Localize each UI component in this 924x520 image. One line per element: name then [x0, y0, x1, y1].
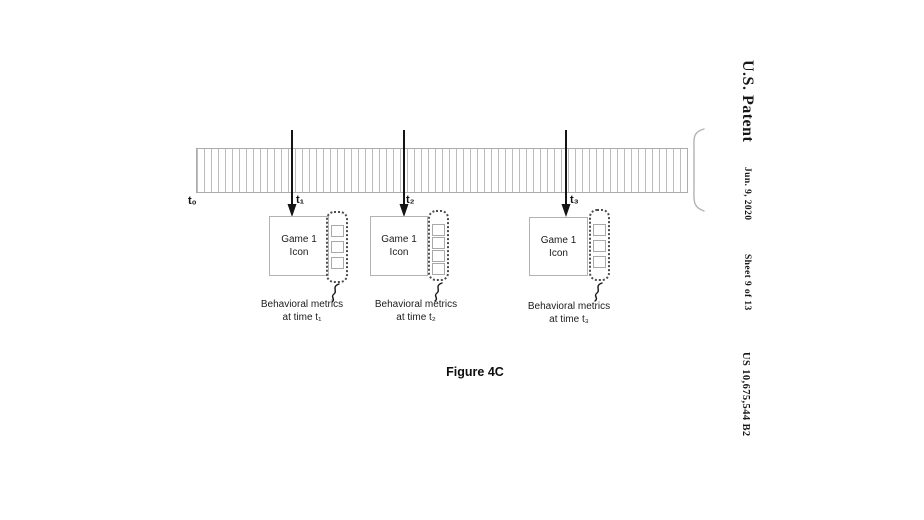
behavioral-metrics-panel: [589, 209, 610, 281]
time-label-t3: t₃: [570, 194, 579, 206]
game-icon-label-line1: Game 1: [381, 234, 417, 245]
metric-square: [593, 224, 606, 236]
metric-square: [432, 237, 445, 249]
metrics-caption-line1: Behavioral metrics: [527, 301, 611, 312]
patent-sheet-label: Sheet 9 of 13: [742, 254, 752, 311]
metric-square: [331, 225, 344, 237]
metric-square: [432, 250, 445, 262]
metrics-caption: [494, 300, 644, 326]
time-label-t2: t₂: [406, 194, 415, 206]
game-icon-box: [529, 217, 588, 276]
timeline-continuation-brace-icon: [683, 127, 709, 213]
metrics-caption-line2: at time t₃: [549, 314, 589, 325]
behavioral-metrics-panel: [428, 210, 449, 281]
game-icon-label-line2: Icon: [549, 247, 568, 259]
metrics-caption-line1: Behavioral metrics: [260, 299, 344, 310]
timeline-start-label: t₀: [188, 195, 197, 207]
patent-office-label: U.S. Patent: [739, 60, 756, 143]
game-icon-label-line1: Game 1: [540, 234, 577, 246]
timeline-strip: [196, 148, 688, 193]
game-icon-label-line1: Game 1: [281, 234, 317, 245]
metrics-caption: [341, 298, 491, 324]
metric-square: [432, 224, 445, 236]
patent-date-label: Jun. 9, 2020: [742, 167, 752, 221]
game-icon-label-line2: Icon: [389, 247, 409, 258]
metric-square: [331, 241, 344, 253]
metric-square: [331, 257, 344, 269]
metrics-caption-line1: Behavioral metrics: [374, 299, 458, 310]
behavioral-metrics-panel: [326, 211, 348, 283]
patent-number-label: US 10,675,544 B2: [740, 352, 751, 437]
game-icon-box: [370, 216, 428, 276]
metrics-caption-line2: at time t₁: [282, 312, 322, 323]
metrics-caption-line2: at time t₂: [396, 312, 436, 323]
metric-square: [593, 240, 606, 252]
squiggle-brace-icon: [590, 282, 606, 302]
metric-square: [432, 263, 445, 275]
figure-caption: Figure 4C: [446, 365, 504, 379]
metric-square: [593, 256, 606, 268]
time-label-t1: t₁: [296, 194, 305, 206]
game-icon-label-line2: Icon: [289, 247, 309, 258]
game-icon-box: [269, 216, 329, 276]
